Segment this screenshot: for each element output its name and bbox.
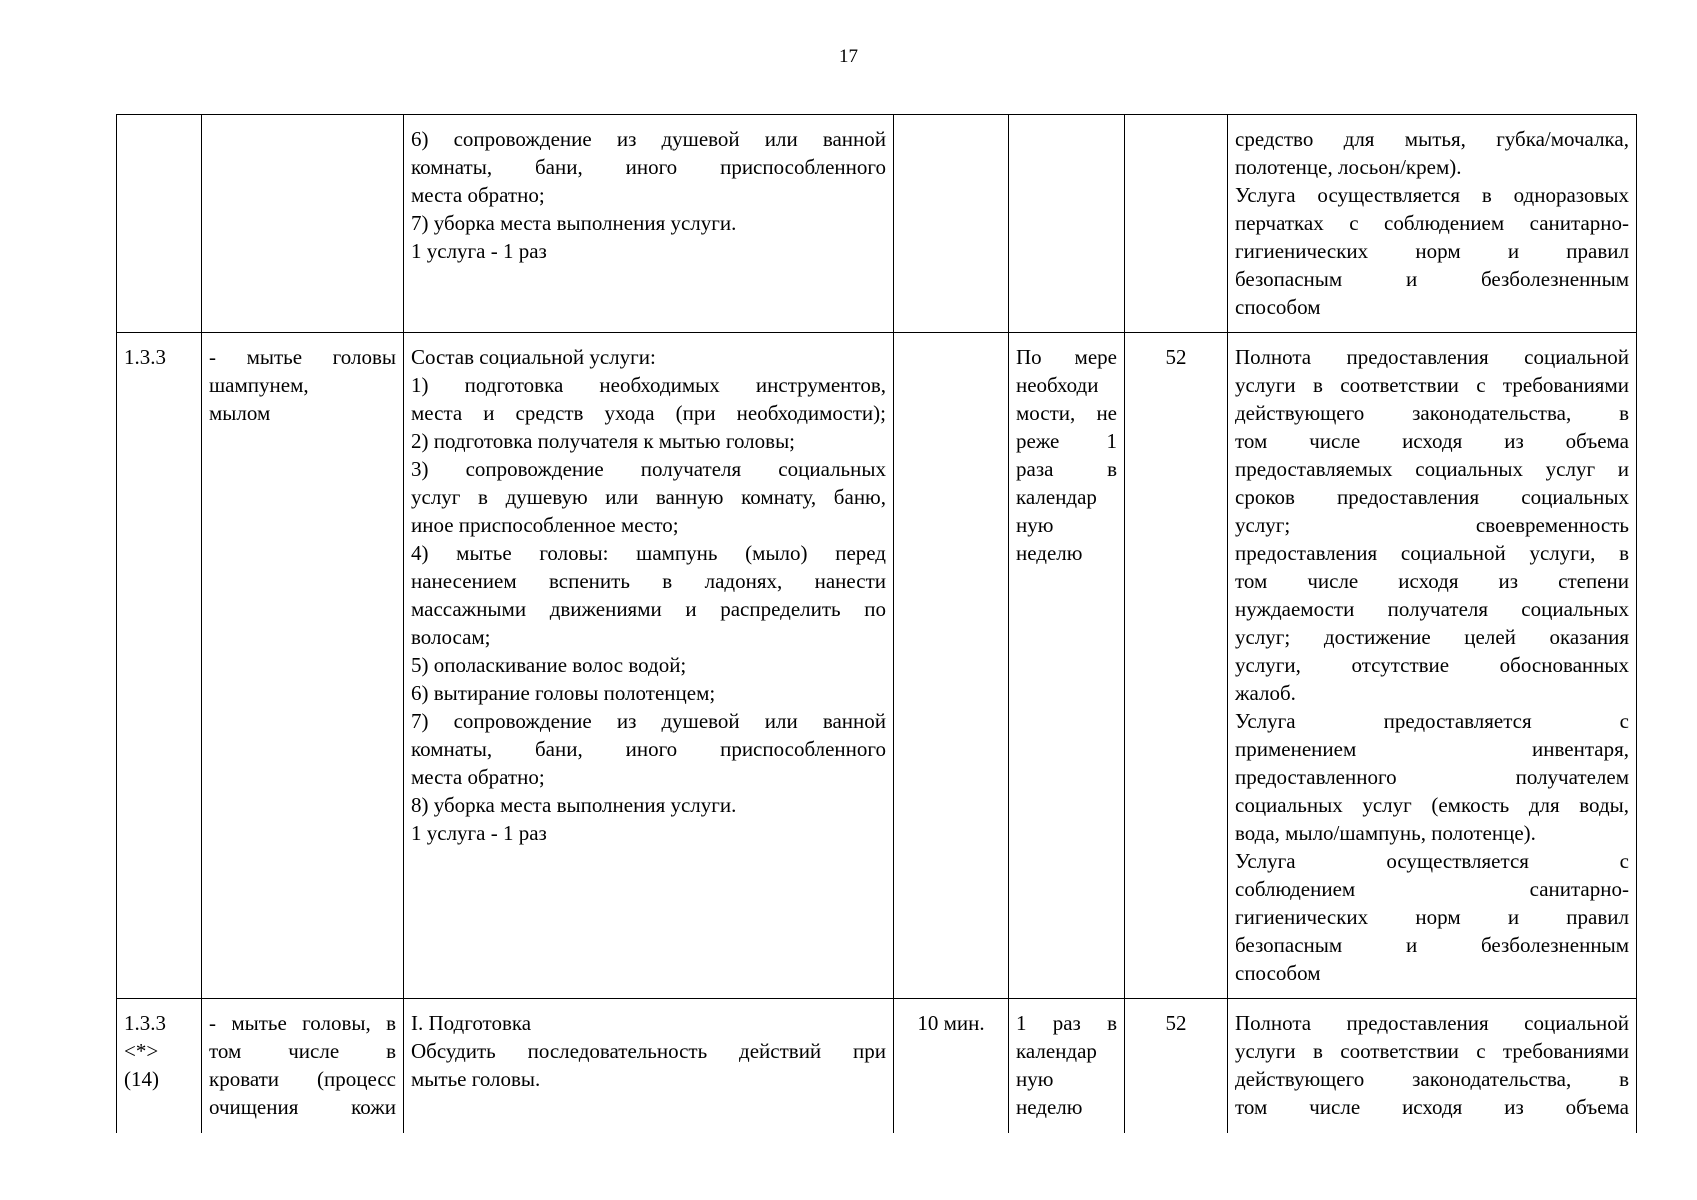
text-line: 7) уборка места выполнения услуги.	[411, 211, 737, 235]
text-line: способом	[1235, 295, 1321, 319]
text-line: необходи	[1016, 373, 1099, 397]
text-line: массажными движениями и распределить по	[411, 597, 886, 621]
text-line: мости, не	[1016, 401, 1117, 425]
text-line: По мере	[1016, 345, 1117, 369]
cell-quality	[1228, 333, 1637, 999]
cell-name	[202, 115, 404, 333]
cell-quality	[1228, 999, 1637, 1133]
text-line: предоставленного получателем	[1235, 765, 1629, 789]
text-line: календар	[1016, 485, 1097, 509]
text-line: нуждаемости получателя социальных	[1235, 597, 1629, 621]
cell-name	[202, 333, 404, 999]
cell-duration: 10 мин.	[894, 999, 1009, 1133]
text-line: 6) вытирание головы полотенцем;	[411, 681, 716, 705]
text-line: Полнота предоставления социальной	[1235, 1011, 1629, 1035]
text-line: неделю	[1016, 1095, 1083, 1119]
text-line: календар	[1016, 1039, 1097, 1063]
text-line: - мытье головы, в	[209, 1011, 396, 1035]
text-line: 6) сопровождение из душевой или ванной	[411, 127, 886, 151]
text-line: Состав социальной услуги:	[411, 345, 656, 369]
text-line: том числе исходя из степени	[1235, 569, 1629, 593]
text-line: предоставляемых социальных услуг и	[1235, 457, 1629, 481]
cell-composition	[404, 333, 894, 999]
text-line: вода, мыло/шампунь, полотенце).	[1235, 821, 1536, 845]
text-line: 1 услуга - 1 раз	[411, 239, 547, 263]
text-line: безопасным и безболезненным	[1235, 267, 1629, 291]
text-line: услуги в соответствии с требованиями	[1235, 373, 1629, 397]
text-line: 1 раз в	[1016, 1011, 1117, 1035]
cell-frequency	[1009, 333, 1125, 999]
text-line: Услуга осуществляется в одноразовых	[1235, 183, 1629, 207]
cell-duration	[894, 333, 1009, 999]
text-line: неделю	[1016, 541, 1083, 565]
text-line: комнаты, бани, иного приспособленного	[411, 737, 886, 761]
text-line: услуг; своевременность	[1235, 513, 1629, 537]
text-line: ную	[1016, 1067, 1054, 1091]
text-line: применением инвентаря,	[1235, 737, 1629, 761]
services-table	[116, 114, 1637, 1133]
text-line: сроков предоставления социальных	[1235, 485, 1629, 509]
text-line: 7) сопровождение из душевой или ванной	[411, 709, 886, 733]
text-line: места обратно;	[411, 183, 545, 207]
text-line: 3) сопровождение получателя социальных	[411, 457, 886, 481]
cell-composition	[404, 999, 894, 1133]
cell-volume: 52	[1125, 999, 1228, 1133]
text-line: Услуга осуществляется с	[1235, 849, 1629, 873]
text-line: Полнота предоставления социальной	[1235, 345, 1629, 369]
text-line: места обратно;	[411, 765, 545, 789]
table-row	[117, 999, 1637, 1133]
cell-quality	[1228, 115, 1637, 333]
cell-name	[202, 999, 404, 1133]
text-line: иное приспособленное место;	[411, 513, 679, 537]
text-line: услуг; достижение целей оказания	[1235, 625, 1629, 649]
text-line: способом	[1235, 961, 1321, 985]
text-line: действующего законодательства, в	[1235, 1067, 1629, 1091]
text-line: I. Подготовка	[411, 1011, 532, 1035]
text-line: перчатках с соблюдением санитарно-	[1235, 211, 1629, 235]
cell-code: 1.3.3 <*> (14)	[117, 999, 202, 1133]
text-line: средство для мытья, губка/мочалка,	[1235, 127, 1629, 151]
text-line: ную	[1016, 513, 1054, 537]
text-line: места и средств ухода (при необходимости);	[411, 401, 886, 425]
cell-code	[117, 115, 202, 333]
text-line: раза в	[1016, 457, 1117, 481]
cell-frequency	[1009, 115, 1125, 333]
cell-composition	[404, 115, 894, 333]
text-line: мытье головы.	[411, 1067, 541, 1091]
text-line: том числе исходя из объема	[1235, 1095, 1629, 1119]
text-line: очищения кожи	[209, 1095, 396, 1119]
page-number: 17	[839, 46, 858, 67]
text-line: действующего законодательства, в	[1235, 401, 1629, 425]
text-line: безопасным и безболезненным	[1235, 933, 1629, 957]
text-line: соблюдением санитарно-	[1235, 877, 1629, 901]
cell-volume	[1125, 115, 1228, 333]
cell-frequency	[1009, 999, 1125, 1133]
text-line: жалоб.	[1235, 681, 1296, 705]
text-line: кровати (процесс	[209, 1067, 396, 1091]
text-line: - мытье головы	[209, 345, 396, 369]
text-line: том числе исходя из объема	[1235, 429, 1629, 453]
text-line: услуги в соответствии с требованиями	[1235, 1039, 1629, 1063]
text-line: гигиенических норм и правил	[1235, 239, 1629, 263]
text-line: 4) мытье головы: шампунь (мыло) перед	[411, 541, 886, 565]
text-line: шампунем,	[209, 373, 309, 397]
text-line: мылом	[209, 401, 271, 425]
text-line: реже 1	[1016, 429, 1117, 453]
cell-code: 1.3.3	[117, 333, 202, 999]
table-row	[117, 333, 1637, 999]
cell-duration	[894, 115, 1009, 333]
text-line: 8) уборка места выполнения услуги.	[411, 793, 737, 817]
text-line: комнаты, бани, иного приспособленного	[411, 155, 886, 179]
text-line: гигиенических норм и правил	[1235, 905, 1629, 929]
text-line: 1) подготовка необходимых инструментов,	[411, 373, 886, 397]
text-line: том числе в	[209, 1039, 396, 1063]
cell-volume: 52	[1125, 333, 1228, 999]
text-line: 2) подготовка получателя к мытью головы;	[411, 429, 796, 453]
text-line: полотенце, лосьон/крем).	[1235, 155, 1462, 179]
text-line: 1 услуга - 1 раз	[411, 821, 547, 845]
text-line: волосам;	[411, 625, 491, 649]
table-row	[117, 115, 1637, 333]
text-line: Услуга предоставляется с	[1235, 709, 1629, 733]
text-line: социальных услуг (емкость для воды,	[1235, 793, 1629, 817]
text-line: Обсудить последовательность действий при	[411, 1039, 886, 1063]
text-line: услуг в душевую или ванную комнату, баню,	[411, 485, 886, 509]
text-line: 5) ополаскивание волос водой;	[411, 653, 687, 677]
text-line: нанесением вспенить в ладонях, нанести	[411, 569, 886, 593]
text-line: услуги, отсутствие обоснованных	[1235, 653, 1629, 677]
text-line: предоставления социальной услуги, в	[1235, 541, 1629, 565]
